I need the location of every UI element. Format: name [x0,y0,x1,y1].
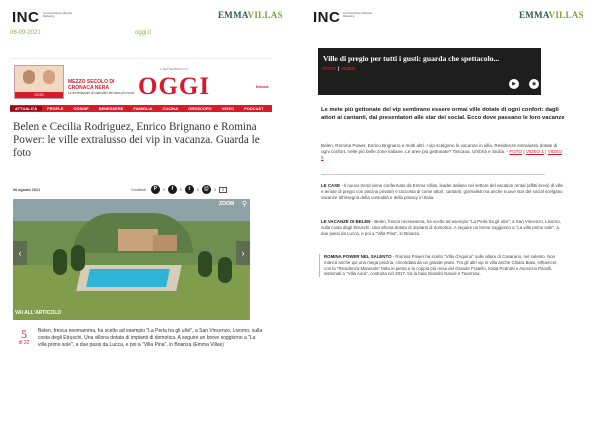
teaser-title[interactable]: MEZZO SECOLO DI CRONACA NERA [68,79,115,91]
emma-villas-logo: EMMAVILLAS [218,10,283,20]
right-page [300,0,600,424]
video-link[interactable]: VIDEO [340,66,356,71]
share-bar: Condividi P 0 f 0 t 0 @ 0 0 [131,185,227,194]
intro-link-foto[interactable]: FOTO [509,149,523,155]
inc-logo: INC [12,9,40,26]
nav-attualita[interactable]: ATTUALITÀ [10,106,42,111]
article-date: 06 agosto 2021 [13,188,41,192]
camera-icon[interactable]: ◉ [529,79,539,89]
pool [86,269,170,287]
share-label: Condividi [131,187,146,192]
next-arrow-icon[interactable]: › [236,241,250,265]
inc-logo-sub: Comunicazione Influence Marketing [43,12,73,19]
intro-link-video-2[interactable]: VIDEO 2 [321,149,563,161]
foto-link[interactable]: FOTO [323,66,336,71]
pinterest-icon[interactable]: P [151,185,160,194]
email-icon[interactable]: @ [202,185,211,194]
play-icon[interactable]: ▶ [509,79,519,89]
divider [321,174,545,175]
article-clipping [10,58,272,349]
nav-famiglia[interactable]: FAMIGLIA [133,106,153,111]
emma-villas-logo: EMMAVILLAS [519,10,584,20]
gallery-title: Ville di pregio per tutti i gusti: guarda che spettacolo... [323,54,500,63]
inc-logo: INC [313,9,341,26]
main-nav [10,105,272,112]
section-vacanze-belen: LE VACANZE DI BELEN - Belen, fresca neomamma, ha scelto ad esempio "La Perla tra gli ulivi", a San Vincenzo, Livorno, sulla costa degli Etruschi. Una villona dotata di impianti di domotica. A seguire un breve soggiorno a "La villa primo sole", a due passi da Lucca, e poi a "Villa Pina", in Brianza. [321,219,561,236]
teaser-subtitle: Le archiviazioni di costruttivi del caso più nuovi [68,91,135,95]
gallery-banner[interactable] [318,48,541,95]
clipping-date: 06-09-2021 [10,30,41,36]
section-le-case: LE CASE - Il nuovo trend viene confermato da Emma Villas, leader italiano nel settore del vacation rental (affitti brevi) di ville e tenute di pregio con piscina private) e racconta di come attori, cantanti, giornalisti ma anche nuove star del social scelgano vacanze all'insegna della comodità e della privacy in Italia. [321,183,563,200]
nav-people[interactable]: PEOPLE [47,106,64,111]
zoom-label[interactable]: ZOOM [219,201,234,207]
villa-building [118,229,158,251]
gallery-links: FOTO | VIDEO [323,66,356,71]
facebook-icon[interactable]: f [168,185,177,194]
photo-caption: Belen, fresca neomamma, ha scelto ad esempio "La Perla tra gli ulivi", a San Vincenzo, Livorno, sulla costa degli Etruschi. Una villona dotata di impianti di domotica. A seguire un breve soggiorno a "La villa primo sole", a due passi da Lucca, e poi a "Villa Pina", in Brianza (Emma Villas) [38,328,263,349]
edicola-link[interactable]: Edicola [256,85,269,89]
teaser-thumbnail[interactable]: OGGI [14,65,64,99]
twitter-icon[interactable]: t [185,185,194,194]
villa-photo[interactable] [13,199,250,320]
gallery-counter: 5 di 22 [18,327,30,346]
clipping-source: oggi.it [135,30,152,36]
nav-cucina[interactable]: CUCINA [162,106,179,111]
inc-logo-sub: Comunicazione Influence Marketing [343,12,373,19]
nav-podcast[interactable]: PODCAST [244,106,264,111]
nav-oroscopo[interactable]: OROSCOPO [188,106,212,111]
issue-date: 1 SETTEMBRE 2021 [160,67,189,71]
comments-icon[interactable]: 0 [219,187,227,193]
zoom-icon[interactable]: ⚲ [241,201,247,208]
section-romina-power: ROMINA POWER NEL SALENTO - Romina Power ha scelto "Villa d'Aquino" sulle alture di Casarano, nel salento. Non manca anche qui una mega piscina, circondata da un grande prato. Tra gli altri vip in villa anche Chiara Biasi, influencer, con la "Residenza Marasole" fatta in pietra e la coppia più reisa del Grande Fratello, Katia Pedrotti e Ascenzio Pacelli, sistemati a "Villa Aura", costruita nel 2017, tra la baia Giardini Naxos e Taormina. [319,254,563,277]
article-lead: Le mete più gettonate dei vip sembrano essere ormai ville dotate di ogni confort: dagli attori ai cantanti, dai presentatori alle star dei social. Ecco dove passano le loro vacanze [321,107,565,121]
oggi-masthead [10,58,272,98]
article-headline: Belen e Cecilia Rodriguez, Enrico Brignano e Romina Power: le ville extralusso dei vip in vacanza. Guarda le foto [13,121,260,159]
oggi-logo[interactable]: OGGI [138,73,211,100]
nav-gossip[interactable]: GOSSIP [73,106,89,111]
go-to-article-link[interactable]: VAI ALL'ARTICOLO [15,310,62,316]
prev-arrow-icon[interactable]: ‹ [13,241,27,265]
nav-video[interactable]: VIDEO [221,106,235,111]
nav-benessere[interactable]: BENESSERE [98,106,124,111]
article-intro: Belen, Romina Power, Enrico Brignano e molti altri. I vip scelgono le vacanze in villa. Residenze extralusso dotate di ogni confort, nelle più belle zone italiane. Le aree più gettonate? Toscana, Umbria e Sicilia. - FOTO | VIDEO 1 | VIDEO 2 [321,143,563,161]
intro-link-video-1[interactable]: VIDEO 1 [525,149,544,155]
